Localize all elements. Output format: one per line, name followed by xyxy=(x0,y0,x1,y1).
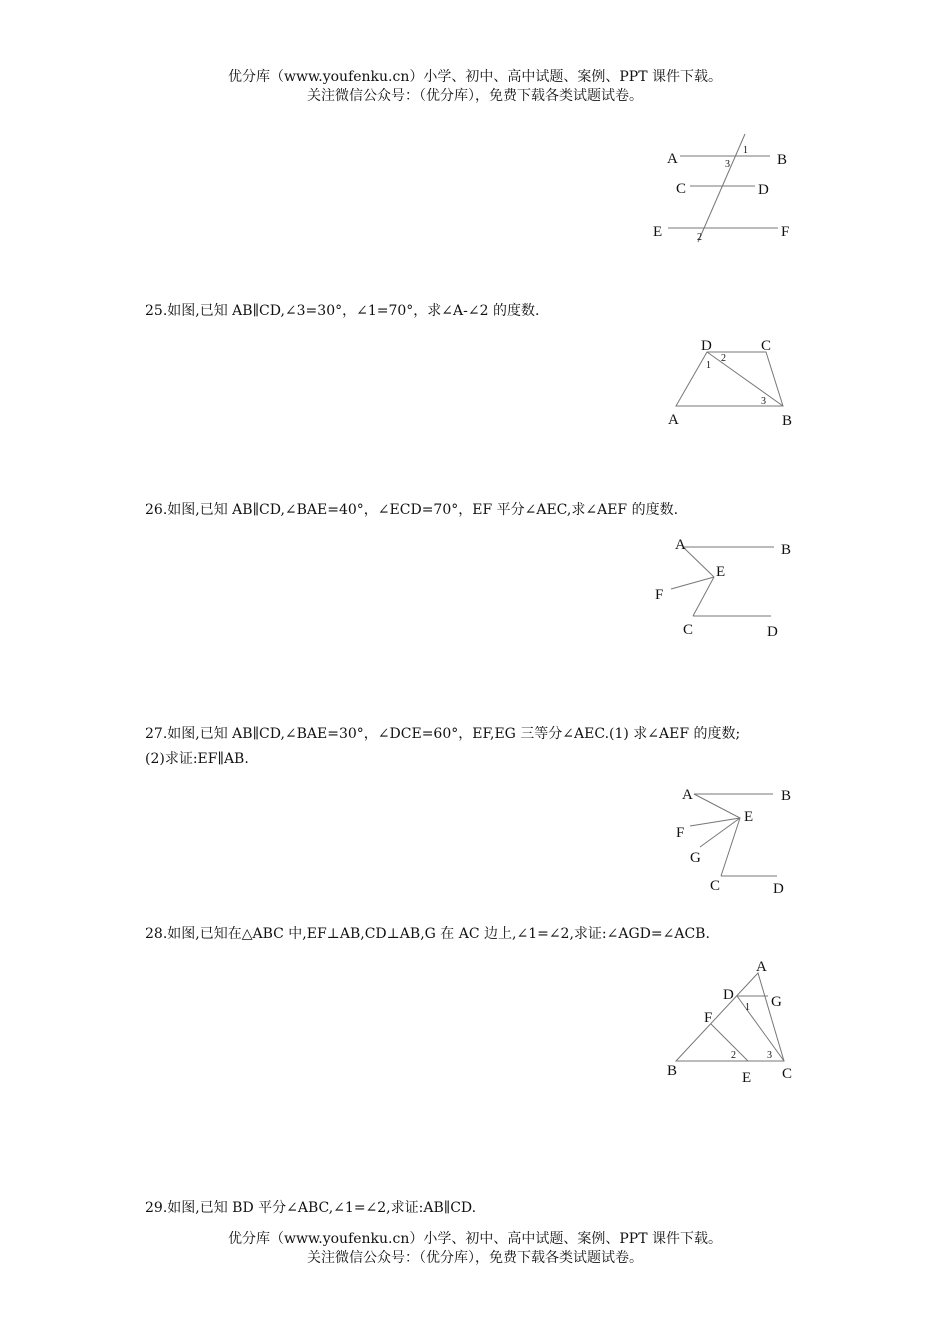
fig5-label-B: B xyxy=(667,1063,678,1079)
fig2-label-B: B xyxy=(782,413,793,429)
fig1-label-F: F xyxy=(781,224,790,240)
fig3-label-F: F xyxy=(655,587,664,603)
question-26: 26.如图,已知 AB∥CD,∠BAE=40°，∠ECD=70°，EF 平分∠AEC,求∠AEF 的度数. xyxy=(145,502,679,518)
fig5-angle-2: 2 xyxy=(731,1050,736,1061)
fig3-label-E: E xyxy=(716,564,726,580)
fig2-label-D: D xyxy=(701,338,712,354)
fig1-label-A: A xyxy=(667,151,678,167)
fig1-label-E: E xyxy=(653,224,663,240)
fig3-label-D: D xyxy=(767,624,778,640)
fig5-label-F: F xyxy=(704,1010,713,1026)
fig1-angle-3: 3 xyxy=(725,159,730,170)
fig2-angle-1: 1 xyxy=(706,360,711,371)
fig4-label-B: B xyxy=(781,788,792,804)
figure-trapezoid xyxy=(668,338,792,429)
header-line-2: 关注微信公众号：（优分库），免费下载各类试题试卷。 xyxy=(307,88,643,104)
fig5-label-G: G xyxy=(771,994,782,1010)
fig1-label-C: C xyxy=(676,181,687,197)
question-28: 28.如图,已知在△ABC 中,EF⊥AB,CD⊥AB,G 在 AC 边上,∠1=∠2,求证:∠AGD=∠ACB. xyxy=(145,926,710,942)
fig3-label-A: A xyxy=(675,537,686,553)
fig2-angle-2: 2 xyxy=(721,353,726,364)
fig5-label-A: A xyxy=(756,959,767,975)
question-27-line-1: 27.如图,已知 AB∥CD,∠BAE=30°，∠DCE=60°，EF,EG 三等分∠AEC.(1) 求∠AEF 的度数; xyxy=(145,726,741,742)
fig5-label-D: D xyxy=(723,987,734,1003)
fig1-angle-1: 1 xyxy=(743,145,748,156)
fig3-label-B: B xyxy=(781,542,792,558)
header-line-1: 优分库（www.youfenku.cn）小学、初中、高中试题、案例、PPT 课件下载。 xyxy=(227,69,722,85)
fig4-label-F: F xyxy=(676,825,685,841)
fig4-label-C: C xyxy=(710,878,721,894)
fig2-label-C: C xyxy=(761,338,772,354)
fig1-label-D: D xyxy=(758,182,769,198)
question-29: 29.如图,已知 BD 平分∠ABC,∠1=∠2,求证:AB∥CD. xyxy=(145,1200,477,1216)
fig4-label-A: A xyxy=(682,787,693,803)
question-25: 25.如图,已知 AB∥CD,∠3=30°，∠1=70°，求∠A-∠2 的度数. xyxy=(145,303,540,319)
fig5-label-C: C xyxy=(782,1066,793,1082)
figure-parallel-transversal xyxy=(653,134,789,243)
fig1-angle-2: 2 xyxy=(697,232,702,243)
fig3-label-C: C xyxy=(683,622,694,638)
footer-line-2: 关注微信公众号：（优分库），免费下载各类试题试卷。 xyxy=(307,1250,643,1266)
question-27-line-2: (2)求证:EF∥AB. xyxy=(145,751,249,767)
fig2-label-A: A xyxy=(668,412,679,428)
fig1-label-B: B xyxy=(777,152,788,168)
figure-bent-line-bisector xyxy=(655,537,791,640)
fig5-label-E: E xyxy=(742,1070,752,1086)
fig5-angle-3: 3 xyxy=(767,1050,772,1061)
page-footer xyxy=(0,1230,950,1268)
fig4-label-E: E xyxy=(744,809,754,825)
fig4-label-D: D xyxy=(773,881,784,897)
figure-triangle xyxy=(667,959,792,1086)
fig2-angle-3: 3 xyxy=(761,396,766,407)
figure-angle-trisection xyxy=(676,787,791,897)
fig5-angle-1: 1 xyxy=(745,1002,750,1013)
footer-line-1: 优分库（www.youfenku.cn）小学、初中、高中试题、案例、PPT 课件下载。 xyxy=(227,1231,722,1247)
fig4-label-G: G xyxy=(690,850,701,866)
